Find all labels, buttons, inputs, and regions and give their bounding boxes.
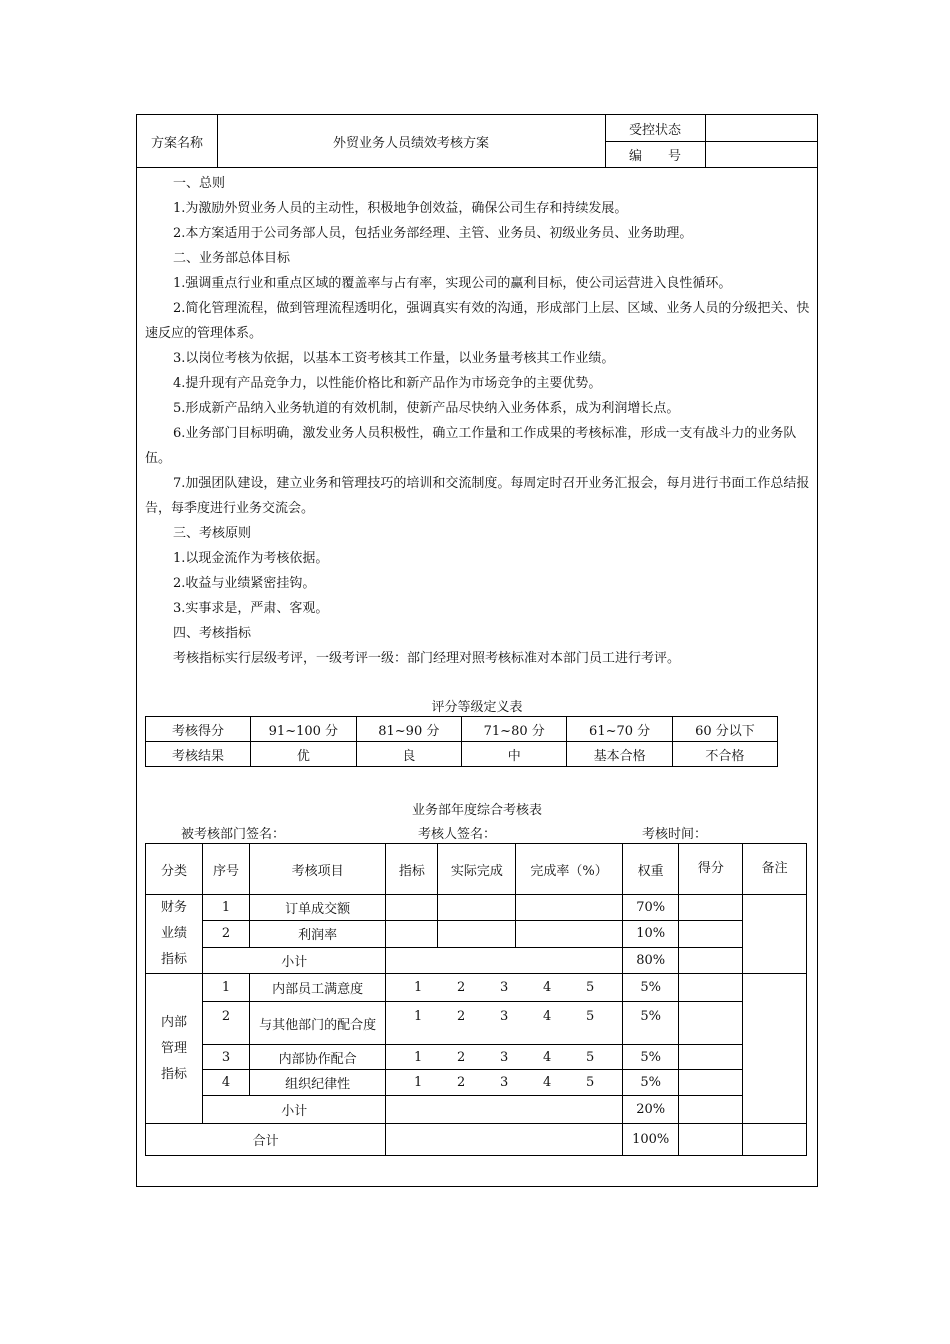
weight-cell: 100% (622, 1124, 679, 1156)
scale-option[interactable]: 2 (456, 1075, 466, 1090)
table-row (146, 1002, 807, 1045)
score-cell[interactable] (679, 1124, 743, 1156)
paragraph: 1.为激励外贸业务人员的主动性，积极地争创效益，确保公司生存和持续发展。 (173, 201, 628, 216)
section-heading: 三、考核原则 (173, 526, 252, 541)
paragraph: 考核指标实行层级考评，一级考评一级：部门经理对照考核标准对本部门员工进行考评。 (173, 651, 681, 666)
grade-table (145, 716, 778, 767)
grade-cell: 81~90 分 (356, 717, 461, 742)
scale-option[interactable]: 2 (456, 1009, 466, 1024)
scale-option[interactable]: 4 (542, 1009, 552, 1024)
section-heading: 二、业务部总体目标 (173, 251, 291, 266)
header-table (137, 115, 817, 168)
header-cell: 分类 (146, 844, 203, 895)
weight-cell: 70% (622, 895, 679, 921)
section-heading: 一、总则 (173, 176, 226, 191)
row-no: 4 (203, 1070, 250, 1096)
grade-cell: 71~80 分 (462, 717, 567, 742)
scale-option[interactable]: 5 (585, 1075, 595, 1090)
actual-cell[interactable] (438, 921, 516, 947)
table-row (146, 921, 807, 947)
paragraph: 2.简化管理流程，做到管理流程透明化，强调真实有效的沟通，形成部门上层、区域、业务人员的分级把关、快速反应的管理体系。 (145, 301, 810, 341)
score-cell[interactable] (679, 921, 743, 947)
rate-cell[interactable] (516, 895, 622, 921)
paragraph: 4.提升现有产品竞争力，以性能价格比和新产品作为市场竞争的主要优势。 (173, 376, 602, 391)
indicator-cell[interactable] (386, 921, 438, 947)
score-cell[interactable] (679, 974, 743, 1002)
subtotal-label: 小计 (203, 1096, 386, 1124)
grade-cell: 61~70 分 (567, 717, 672, 742)
indicator-cell[interactable] (386, 895, 438, 921)
header-cell: 指标 (386, 844, 438, 895)
weight-cell: 5% (622, 1070, 679, 1096)
header-cell: 权重 (622, 844, 679, 895)
scale-option[interactable]: 2 (456, 1049, 466, 1065)
paragraph: 6.业务部门目标明确，激发业务人员积极性，确立工作量和工作成果的考核标准，形成一支有战斗力的业务队伍。 (145, 426, 797, 466)
header-cell: 备注 (743, 844, 807, 895)
finance-category-cell: 财务业绩指标 (146, 895, 203, 974)
total-label: 合计 (146, 1124, 386, 1156)
table-row (146, 1045, 807, 1070)
row-item: 与其他部门的配合度 (249, 1002, 385, 1045)
score-cell[interactable] (679, 947, 743, 973)
scale-option[interactable]: 2 (456, 980, 466, 995)
section-heading: 四、考核指标 (173, 626, 252, 641)
scale-option[interactable]: 4 (542, 980, 552, 995)
table-header-row (146, 844, 807, 895)
row-item: 内部协作配合 (249, 1045, 385, 1070)
subtotal-blank (386, 947, 622, 973)
paragraph: 3.以岗位考核为依据，以基本工资考核其工作量，以业务量考核其工作业绩。 (173, 351, 615, 366)
scale-option[interactable]: 3 (499, 1049, 509, 1065)
scale-option[interactable]: 4 (542, 1049, 552, 1065)
weight-cell: 20% (622, 1096, 679, 1124)
score-cell[interactable] (679, 895, 743, 921)
paragraph: 5.形成新产品纳入业务轨道的有效机制，使新产品尽快纳入业务体系，成为利润增长点。 (173, 401, 680, 416)
row-item: 组织纪律性 (249, 1070, 385, 1096)
scale-option[interactable]: 1 (413, 1075, 423, 1090)
weight-cell: 5% (622, 974, 679, 1002)
table-row (146, 1070, 807, 1096)
dept-signature-label: 被考核部门签名： (181, 827, 286, 842)
header-cell: 得分 (679, 844, 743, 895)
grade-cell: 基本合格 (567, 742, 672, 767)
table-row (146, 895, 807, 921)
subtotal-row (146, 947, 807, 973)
paragraph: 3.实事求是，严肃、客观。 (173, 601, 329, 616)
weight-cell: 80% (622, 947, 679, 973)
grade-result-row (146, 742, 778, 767)
paragraph: 1.以现金流作为考核依据。 (173, 551, 329, 566)
grade-cell: 91~100 分 (251, 717, 356, 742)
remark-cell[interactable] (743, 974, 807, 1124)
paragraph: 1.强调重点行业和重点区域的覆盖率与占有率，实现公司的赢利目标，使公司运营进入良性循环。 (173, 276, 732, 291)
paragraph: 2.本方案适用于公司务部人员，包括业务部经理、主管、业务员、初级业务员、业务助理。 (173, 226, 693, 241)
actual-cell[interactable] (438, 895, 516, 921)
doc-number-value[interactable] (705, 142, 817, 167)
header-cell: 序号 (203, 844, 250, 895)
row-no: 2 (203, 921, 250, 947)
plan-title: 外贸业务人员绩效考核方案 (332, 135, 489, 151)
scale-option[interactable]: 5 (585, 980, 595, 995)
rate-cell[interactable] (516, 921, 622, 947)
control-status-label: 受控状态 (628, 122, 681, 138)
subtotal-blank (386, 1096, 622, 1124)
subtotal-label: 小计 (203, 947, 386, 973)
assessment-time-label: 考核时间： (642, 827, 708, 842)
paragraph: 7.加强团队建设，建立业务和管理技巧的培训和交流制度。每周定时召开业务汇报会，每月进行书面工作总结报告，每季度进行业务交流会。 (145, 476, 810, 516)
subtotal-row (146, 1096, 807, 1124)
grade-cell: 60 分以下 (672, 717, 777, 742)
scale-option[interactable]: 4 (542, 1075, 552, 1090)
row-item: 内部员工满意度 (249, 974, 385, 1002)
score-cell[interactable] (679, 1002, 743, 1045)
header-cell: 实际完成 (438, 844, 516, 895)
rating-scale[interactable] (386, 1002, 622, 1045)
scale-option[interactable]: 1 (413, 1049, 423, 1065)
grade-cell: 不合格 (672, 742, 777, 767)
annual-assessment-table (145, 843, 807, 1156)
rating-scale[interactable] (386, 1045, 622, 1070)
doc-number-label: 编 号 (628, 149, 681, 164)
row-no: 1 (203, 974, 250, 1002)
score-cell[interactable] (679, 1096, 743, 1124)
paragraph: 2.收益与业绩紧密挂钩。 (173, 576, 316, 591)
scale-option[interactable]: 5 (585, 1009, 595, 1024)
grade-cell: 优 (251, 742, 356, 767)
internal-category-cell: 内部管理指标 (146, 974, 203, 1124)
scale-option[interactable]: 1 (413, 1009, 423, 1024)
weight-cell: 10% (622, 921, 679, 947)
grade-cell: 考核结果 (146, 742, 251, 767)
table-row (146, 974, 807, 1002)
grade-score-row (146, 717, 778, 742)
grade-cell: 中 (462, 742, 567, 767)
scale-option[interactable]: 5 (585, 1049, 595, 1065)
scale-option[interactable]: 1 (413, 980, 423, 995)
score-cell[interactable] (679, 1045, 743, 1070)
row-item: 利润率 (249, 921, 385, 947)
annual-table-title: 业务部年度综合考核表 (411, 803, 542, 818)
grade-cell: 良 (356, 742, 461, 767)
total-blank (386, 1124, 622, 1156)
rating-scale[interactable] (386, 974, 622, 1002)
grade-table-title: 评分等级定义表 (431, 700, 523, 715)
weight-cell: 5% (622, 1002, 679, 1045)
assessor-signature-label: 考核人签名： (418, 827, 497, 842)
header-cell: 完成率（%） (516, 844, 622, 895)
row-no: 3 (203, 1045, 250, 1070)
scale-option[interactable]: 3 (499, 1009, 509, 1024)
remark-cell[interactable] (743, 895, 807, 974)
scale-option[interactable]: 3 (499, 1075, 509, 1090)
document-frame (136, 114, 818, 1187)
weight-cell: 5% (622, 1045, 679, 1070)
grade-cell: 考核得分 (146, 717, 251, 742)
control-status-value[interactable] (705, 115, 817, 141)
row-item: 订单成交额 (249, 895, 385, 921)
row-no: 1 (203, 895, 250, 921)
scale-option[interactable]: 3 (499, 980, 509, 995)
header-cell: 考核项目 (249, 844, 385, 895)
total-row (146, 1124, 807, 1156)
score-cell[interactable] (679, 1070, 743, 1096)
row-no: 2 (203, 1002, 250, 1045)
plan-name-label: 方案名称 (150, 135, 203, 151)
rating-scale[interactable] (386, 1070, 622, 1096)
remark-cell[interactable] (743, 1124, 807, 1156)
